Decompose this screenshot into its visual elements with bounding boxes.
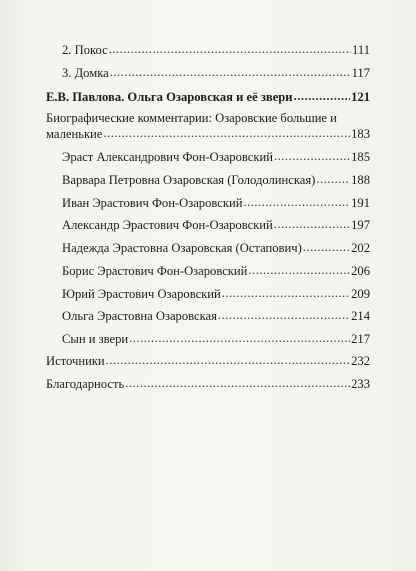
toc-entry-title: Борис Эрастович Фон-Озаровский <box>62 264 248 278</box>
toc-page-number: 206 <box>351 264 370 278</box>
toc-entry-title: Сын и звери <box>62 332 129 346</box>
toc-entry-title: Благодарность <box>46 377 125 391</box>
toc-entry[interactable] <box>62 66 370 81</box>
toc-entry[interactable] <box>62 264 370 279</box>
leader-dots <box>303 240 350 255</box>
toc-entry-title: 2. Покос <box>62 43 108 57</box>
leader-dots <box>125 376 350 391</box>
toc-entry[interactable] <box>62 173 370 188</box>
leader-dots <box>110 65 351 80</box>
toc-entry[interactable] <box>62 43 370 58</box>
toc-entry[interactable] <box>62 218 370 233</box>
toc-entry[interactable] <box>46 377 370 392</box>
toc-page-number: 183 <box>351 127 370 141</box>
toc-entry[interactable] <box>46 127 370 142</box>
toc-entry-title: Варвара Петровна Озаровская (Голодолинская) <box>62 173 316 187</box>
toc-page-number: 111 <box>352 43 370 57</box>
toc-page-number: 214 <box>351 309 370 323</box>
toc-entry[interactable] <box>62 150 370 165</box>
toc-page-number: 185 <box>351 150 370 164</box>
toc-entry[interactable] <box>62 309 370 324</box>
toc-page-number: 191 <box>351 196 370 210</box>
toc-entry[interactable] <box>62 332 370 347</box>
toc-page-number: 209 <box>351 287 370 301</box>
toc-entry-title: Александр Эрастович Фон-Озаровский <box>62 218 273 232</box>
toc-entry[interactable] <box>62 287 370 302</box>
toc-entry[interactable] <box>62 196 370 211</box>
toc-entry-title: Источники <box>46 354 105 368</box>
leader-dots <box>316 172 350 187</box>
toc-entry-title-line1: Биографические комментарии: Озаровские большие и <box>46 111 337 125</box>
leader-dots <box>274 149 350 164</box>
toc-entry-title: 3. Домка <box>62 66 109 80</box>
toc-page-number: 202 <box>351 241 370 255</box>
leader-dots <box>294 89 351 104</box>
toc-entry-title: Юрий Эрастович Озаровский <box>62 287 221 301</box>
toc-page-number: 233 <box>351 377 370 391</box>
leader-dots <box>106 353 350 368</box>
leader-dots <box>222 286 350 301</box>
toc-section-entry[interactable] <box>46 90 370 105</box>
toc-page-number: 217 <box>351 332 370 346</box>
toc-entry-title: Эраст Александрович Фон-Озаровский <box>62 150 273 164</box>
toc-entry[interactable] <box>62 241 370 256</box>
leader-dots <box>218 308 350 323</box>
toc-page-number: 121 <box>351 90 370 104</box>
toc-entry-title: Ольга Эрастовна Озаровская <box>62 309 217 323</box>
toc-page-number: 188 <box>351 173 370 187</box>
toc-entry-title-line2: маленькие <box>46 127 103 141</box>
toc-page-number: 197 <box>351 218 370 232</box>
toc-entry[interactable] <box>46 354 370 369</box>
toc-entry-title: Е.В. Павлова. Ольга Озаровская и её звери <box>46 90 293 104</box>
toc-entry-title: Надежда Эрастовна Озаровская (Остапович) <box>62 241 302 255</box>
toc-entry-title: Иван Эрастович Фон-Озаровский <box>62 196 243 210</box>
leader-dots <box>129 331 350 346</box>
leader-dots <box>109 42 351 57</box>
leader-dots <box>243 195 350 210</box>
toc-page-number: 117 <box>351 66 370 80</box>
leader-dots <box>103 126 350 141</box>
leader-dots <box>248 263 350 278</box>
leader-dots <box>274 217 350 232</box>
toc-page-number: 232 <box>351 354 370 368</box>
